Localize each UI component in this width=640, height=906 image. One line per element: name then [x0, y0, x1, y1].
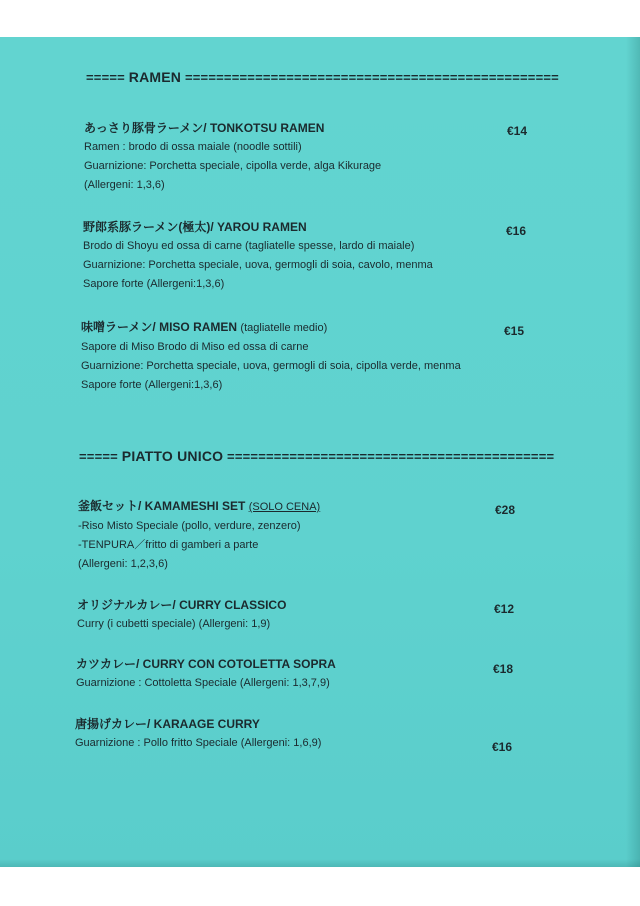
item-description: Curry (i cubetti speciale) (Allergeni: 1,9): [77, 618, 271, 630]
menu-item-miso: [81, 318, 461, 395]
item-name: オリジナルカレー/ CURRY CLASSICO: [77, 598, 287, 612]
menu-item-yarou: [83, 218, 433, 294]
price-yarou: €16: [506, 224, 527, 238]
item-side: -TENPURA／fritto di gamberi a parte: [78, 539, 259, 551]
item-garnish: Guarnizione: Porchetta speciale, uova, germogli di soia, cipolla verde, menma: [81, 360, 461, 372]
item-name-aside: (tagliatelle medio): [240, 322, 328, 334]
item-description: Ramen : brodo di ossa maiale (noodle sottili): [84, 141, 302, 153]
menu-item-kamameshi: [78, 497, 320, 574]
item-name: あっさり豚骨ラーメン/ TONKOTSU RAMEN: [84, 121, 325, 135]
section-heading-piatto-unico: [79, 448, 554, 464]
price-curry-cotoletta: €18: [493, 662, 514, 676]
item-name: 野郎系豚ラーメン(極太)/ YAROU RAMEN: [83, 220, 307, 234]
section-heading-ramen: [86, 69, 559, 85]
item-allergens: (Allergeni: 1,2,3,6): [78, 558, 168, 570]
item-garnish: Guarnizione : Pollo fritto Speciale (Allergeni: 1,6,9): [75, 737, 322, 749]
heading-prefix: =====: [79, 449, 118, 464]
item-name: 釜飯セット/ KAMAMESHI SET: [78, 499, 246, 513]
paper-shadow-bottom: [0, 859, 640, 867]
section-title: PIATTO UNICO: [121, 448, 224, 464]
price-miso: €15: [504, 324, 525, 338]
menu-item-tonkotsu: [84, 119, 381, 195]
heading-suffix: ==========================================: [227, 449, 555, 464]
section-title: RAMEN: [128, 69, 182, 85]
menu-page: [0, 37, 640, 867]
menu-item-curry-cotoletta: [76, 655, 336, 693]
item-name-row: [78, 497, 320, 517]
menu-item-curry-classico: [77, 596, 286, 634]
item-name: 味噌ラーメン/ MISO RAMEN: [81, 320, 238, 334]
item-description: Brodo di Shoyu ed ossa di carne (tagliatelle spesse, lardo di maiale): [83, 240, 415, 252]
item-allergens: Sapore forte (Allergeni:1,3,6): [83, 278, 225, 290]
item-name: カツカレー/ CURRY CON COTOLETTA SOPRA: [76, 657, 336, 671]
item-garnish: Guarnizione: Porchetta speciale, cipolla verde, alga Kikurage: [84, 160, 382, 172]
paper-shadow-right: [626, 37, 640, 867]
item-name-row: [81, 318, 461, 338]
item-garnish: Guarnizione : Cottoletta Speciale (Allergeni: 1,3,7,9): [76, 677, 330, 689]
menu-item-karaage: [75, 715, 321, 753]
item-allergens: Sapore forte (Allergeni:1,3,6): [81, 379, 223, 391]
price-tonkotsu: €14: [507, 124, 528, 138]
price-kamameshi: €28: [495, 503, 516, 517]
item-allergens: (Allergeni: 1,3,6): [84, 179, 165, 191]
item-name: 唐揚げカレー/ KARAAGE CURRY: [75, 717, 260, 731]
item-description: Sapore di Miso Brodo di Miso ed ossa di carne: [81, 341, 309, 353]
item-garnish: Guarnizione: Porchetta speciale, uova, germogli di soia, cavolo, menma: [83, 259, 433, 271]
price-curry-classico: €12: [494, 602, 515, 616]
heading-suffix: ================================================: [184, 70, 559, 85]
item-name-note: (SOLO CENA): [248, 501, 321, 513]
heading-prefix: =====: [86, 70, 125, 85]
price-karaage: €16: [492, 740, 513, 754]
item-description: -Riso Misto Speciale (pollo, verdure, zenzero): [78, 520, 301, 532]
